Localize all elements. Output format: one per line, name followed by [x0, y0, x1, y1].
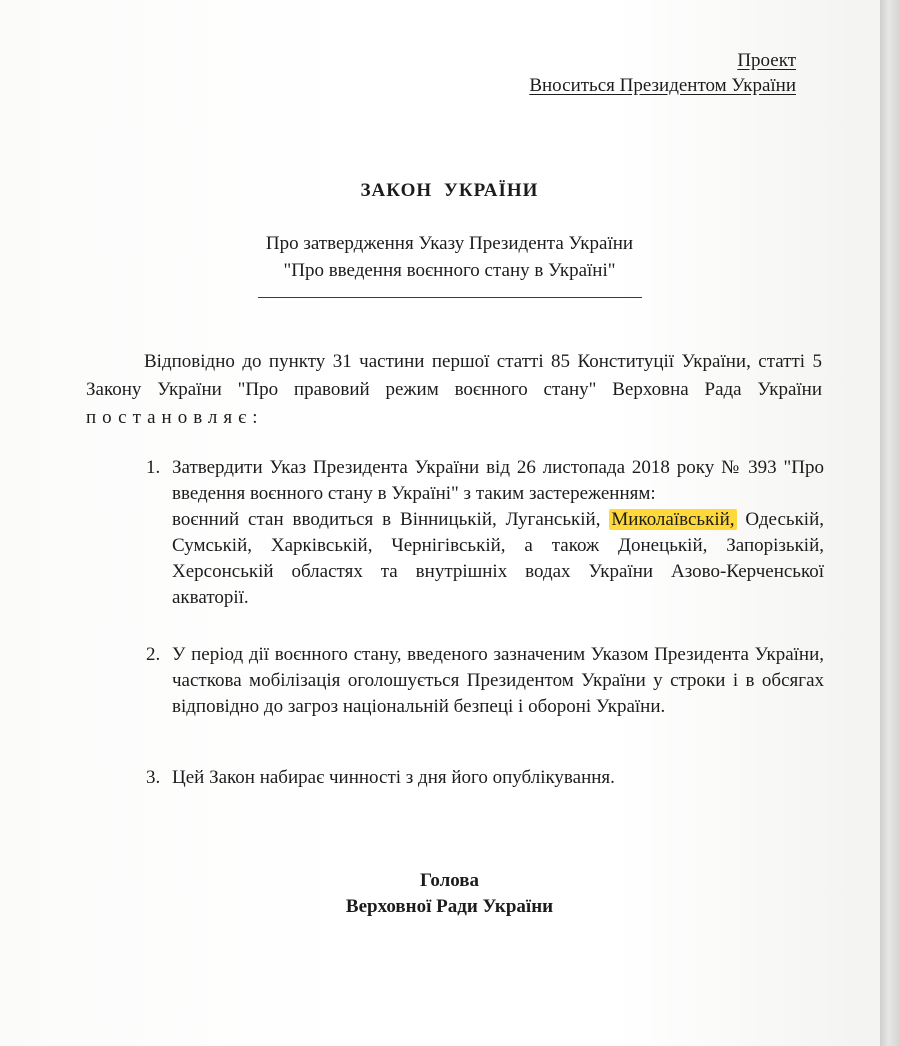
signature-title: Голова: [419, 870, 480, 891]
submitted-by-label: Вноситься Президентом України: [529, 75, 796, 96]
item-text: Затвердити Указ Президента України від 26 листопада 2018 року № 393 "Про введення воєнного стану в Україні" з таким застереженням:: [172, 457, 824, 504]
item-body: [172, 455, 824, 611]
list-item: [146, 455, 824, 611]
preamble-text: Відповідно до пункту 31 частини першої статті 85 Конституції України, статті 5 Закону України "Про правовий режим воєнного стану" Верховна Рада України: [86, 351, 822, 400]
status-label: Проект: [737, 50, 796, 71]
clause-text-after: Одеській, Сумській, Харківській, Чернігівській, а також Донецькій, Запорізькій, Херсонській областях та внутрішніх водах України Азово-Керченської акваторії.: [172, 509, 824, 608]
title-divider: [258, 297, 642, 298]
clause-text-before: воєнний стан вводиться в Вінницькій, Луганській,: [172, 509, 610, 530]
highlighted-region: Миколаївській,: [611, 509, 735, 530]
item-number: 1.: [146, 457, 161, 478]
item-text: Цей Закон набирає чинності з дня його опублікування.: [172, 767, 615, 788]
item-text: У період дії воєнного стану, введеного зазначеним Указом Президента України, часткова мобілізація оголошується Президентом України у строки і в обсягах відповідно до загроз національній безпеці і обороні України.: [172, 644, 824, 717]
signature-organization: Верховної Ради України: [345, 896, 554, 917]
subject-line-2: "Про введення воєнного стану в Україні": [283, 260, 616, 281]
document-status-stamp: [529, 48, 796, 98]
law-title: ЗАКОН УКРАЇНИ: [360, 180, 539, 201]
decree-word: постановляє:: [86, 407, 264, 428]
item-clause: [172, 507, 824, 611]
preamble-paragraph: [86, 348, 822, 432]
signature-block: [0, 868, 899, 920]
list-item: [146, 642, 824, 720]
subject-line-1: Про затвердження Указу Президента України: [265, 233, 634, 254]
item-number: 3.: [146, 767, 161, 788]
law-subject: [0, 230, 899, 284]
list-item: [146, 765, 824, 791]
item-number: 2.: [146, 644, 161, 665]
page-edge-shadow: [880, 0, 899, 1046]
